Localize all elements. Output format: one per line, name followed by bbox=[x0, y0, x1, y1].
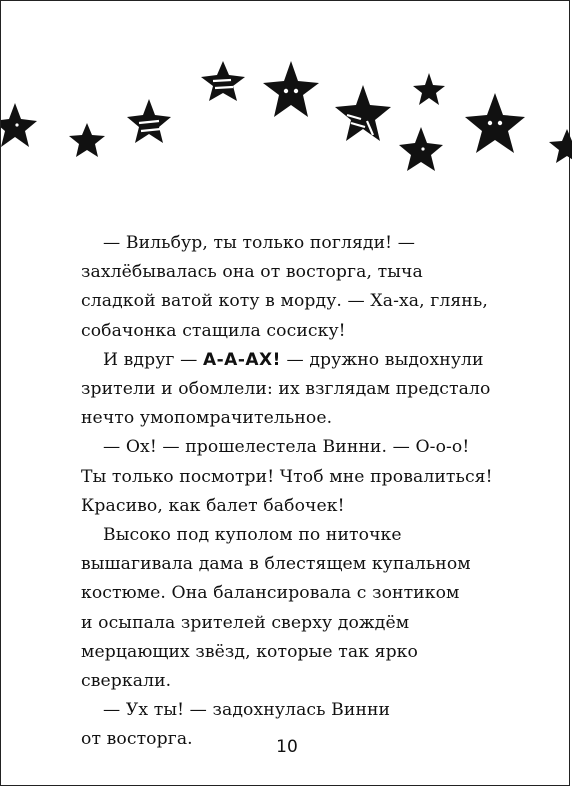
text-line: — Ох! — прошелестела Винни. — О-о-о! bbox=[103, 437, 470, 458]
text-line: нечто умопомрачительное. bbox=[81, 408, 333, 429]
text-line: захлёбывалась она от восторга, тыча bbox=[81, 262, 423, 283]
text-line: сладкой ватой коту в морду. — Ха-ха, глянь, bbox=[81, 291, 488, 312]
text-fragment: — дружно выдохнули bbox=[280, 349, 484, 370]
text-line: зрители и обомлели: их взглядам предстало bbox=[81, 379, 491, 400]
text-line: — Вильбур, ты только погляди! — bbox=[103, 233, 416, 253]
text-fragment: И вдруг — bbox=[103, 349, 203, 370]
text-line: Ты только посмотри! Чтоб мне провалиться! bbox=[81, 466, 493, 487]
star-icon bbox=[1, 103, 37, 147]
text-line: Высоко под куполом по ниточке bbox=[103, 525, 402, 546]
text-line: костюме. Она балансировала с зонтиком bbox=[81, 583, 460, 604]
text-line: сверкали. bbox=[81, 671, 172, 692]
star-icon bbox=[413, 73, 445, 105]
exclamation-text: А-А-АХ! bbox=[202, 349, 281, 370]
star-icon bbox=[549, 129, 572, 163]
star-icon bbox=[465, 93, 525, 153]
star-icon bbox=[399, 127, 443, 171]
star-icon bbox=[69, 123, 105, 157]
text-line: вышагивала дама в блестящем купальном bbox=[81, 554, 471, 575]
text-line: и осыпала зрителей сверху дождём bbox=[81, 612, 410, 633]
star-icon bbox=[263, 61, 319, 117]
text-line: — Ух ты! — задохнулась Винни bbox=[103, 700, 391, 721]
star-icon bbox=[335, 85, 391, 141]
text-line: Красиво, как балет бабочек! bbox=[81, 495, 345, 516]
text-line: мерцающих звёзд, которые так ярко bbox=[81, 641, 418, 662]
story-text bbox=[81, 229, 521, 755]
page-number: 10 bbox=[276, 737, 298, 757]
text-line: от восторга. bbox=[81, 729, 193, 750]
text-line: собачонка стащила сосиску! bbox=[81, 320, 346, 341]
text-line-with-exclamation bbox=[81, 346, 521, 375]
stars-garland-illustration bbox=[1, 41, 572, 191]
